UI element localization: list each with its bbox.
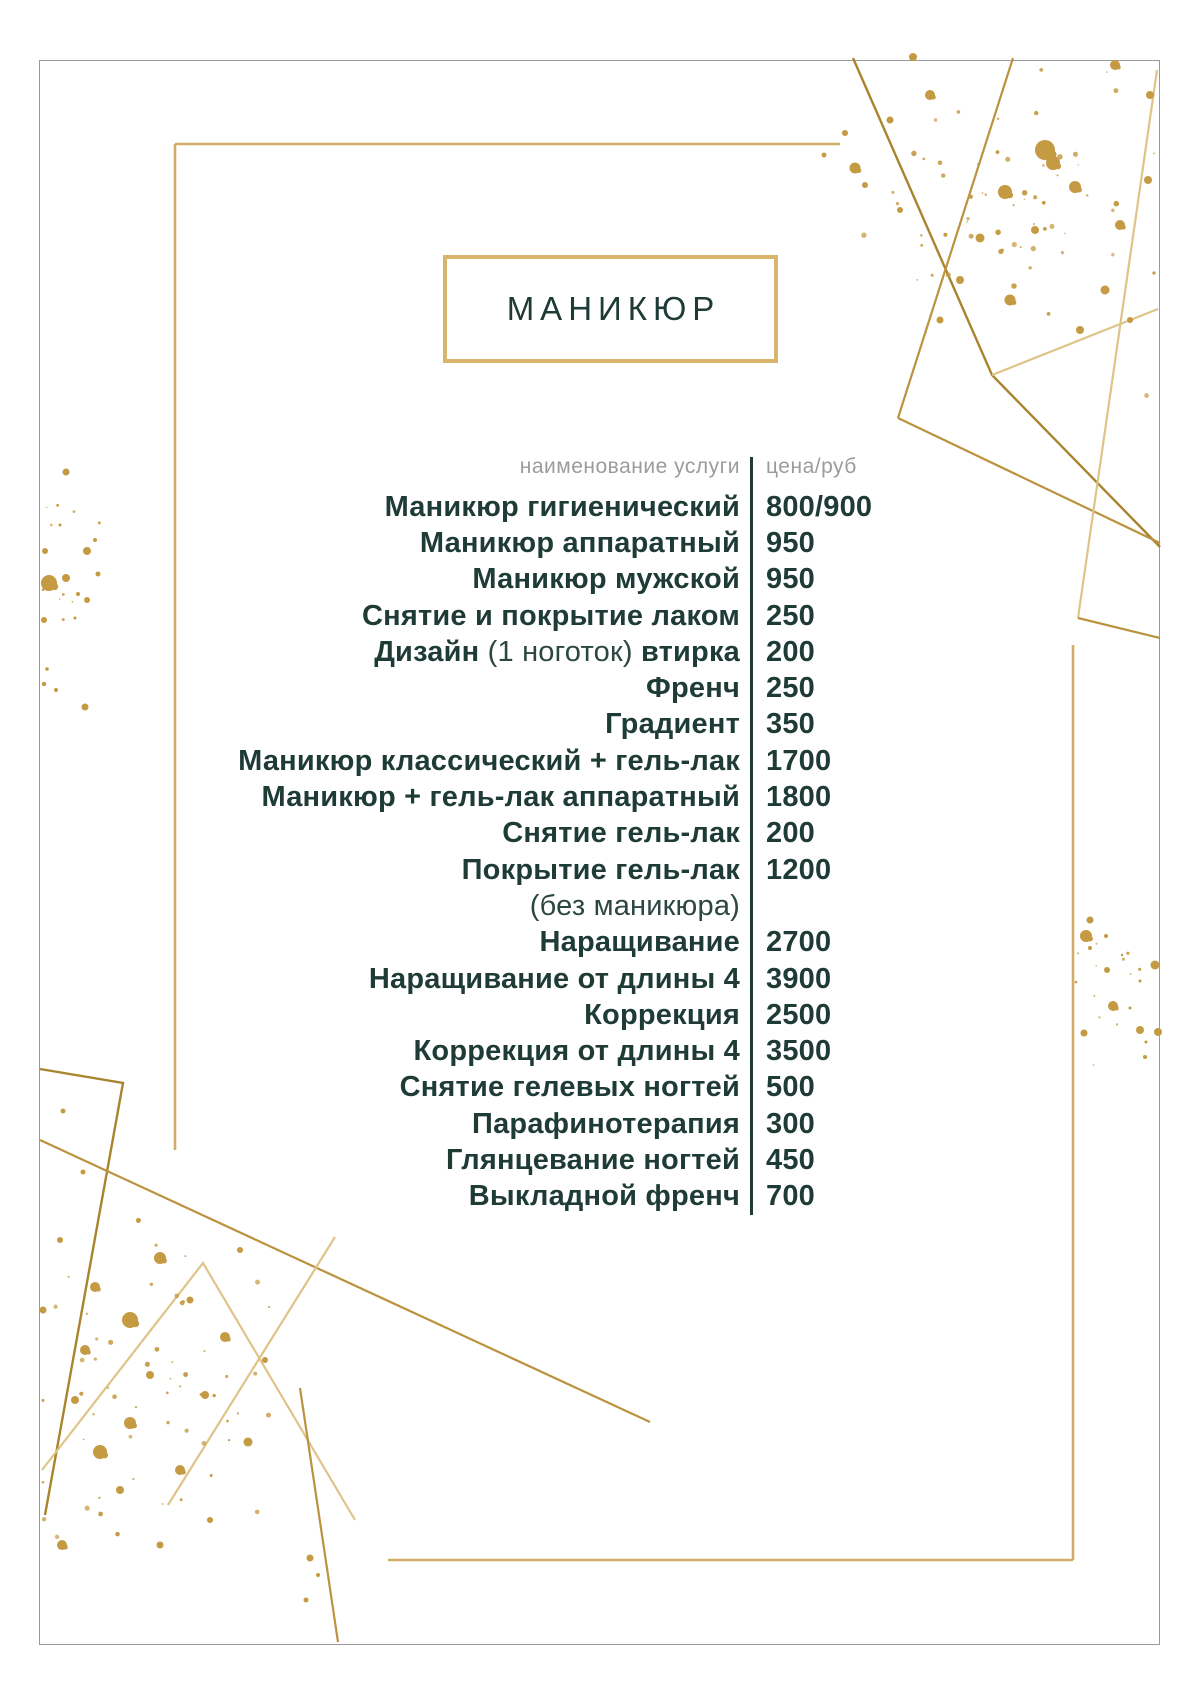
service-name-part: Маникюр классический + гель-лак	[238, 744, 740, 777]
table-row	[0, 925, 1200, 961]
service-price: 1200	[766, 853, 832, 886]
service-name-part: Покрытие гель-лак	[461, 853, 740, 886]
service-price: 250	[766, 599, 815, 632]
table-row	[0, 743, 1200, 779]
title-box	[443, 255, 778, 363]
service-name	[0, 817, 740, 850]
service-name	[0, 1180, 740, 1213]
service-name	[0, 1071, 740, 1104]
service-price: 2500	[766, 998, 832, 1031]
service-price: 950	[766, 526, 815, 559]
service-name-part: Френч	[646, 672, 740, 705]
service-name-light-part: (без маникюра)	[529, 889, 740, 922]
service-price: 3900	[766, 962, 832, 995]
service-price: 2700	[766, 926, 832, 959]
table-row	[0, 888, 1200, 924]
service-name-light-part: (1 ноготок)	[487, 635, 633, 668]
service-name	[0, 926, 740, 959]
service-name-part: Градиент	[605, 708, 740, 741]
service-name-part: Снятие и покрытие лаком	[362, 599, 740, 632]
service-name-part: Снятие гель-лак	[502, 817, 740, 850]
service-name	[0, 890, 740, 923]
table-row	[0, 961, 1200, 997]
service-name	[0, 527, 740, 560]
service-price: 350	[766, 708, 815, 741]
service-name-part: Коррекция	[584, 998, 740, 1031]
service-price: 500	[766, 1071, 815, 1104]
table-row	[0, 670, 1200, 706]
column-header-price: цена/руб	[766, 455, 857, 478]
table-row	[0, 1070, 1200, 1106]
table-row	[0, 779, 1200, 815]
service-price: 250	[766, 672, 815, 705]
service-name	[0, 999, 740, 1032]
service-name-part: Маникюр мужской	[472, 563, 740, 596]
table-row	[0, 816, 1200, 852]
service-name	[0, 963, 740, 996]
table-row	[0, 489, 1200, 525]
page-title: МАНИКЮР	[506, 290, 721, 327]
service-name-part: Коррекция от длины 4	[413, 1035, 740, 1068]
service-price: 1800	[766, 781, 832, 814]
table-row	[0, 997, 1200, 1033]
service-name	[0, 708, 740, 741]
table-row	[0, 525, 1200, 561]
service-price: 950	[766, 563, 815, 596]
service-price: 1700	[766, 744, 832, 777]
service-name-part: Парафинотерапия	[472, 1107, 740, 1140]
service-name	[0, 854, 740, 887]
service-name-part: втирка	[632, 635, 740, 668]
table-row	[0, 852, 1200, 888]
column-header-service: наименование услуги	[519, 455, 740, 478]
service-name	[0, 745, 740, 778]
service-price: 200	[766, 817, 815, 850]
table-row	[0, 707, 1200, 743]
price-rows	[0, 489, 1200, 1215]
service-name-part: Дизайн	[374, 635, 488, 668]
service-price: 450	[766, 1143, 815, 1176]
table-row	[0, 562, 1200, 598]
service-price: 700	[766, 1180, 815, 1213]
service-name	[0, 563, 740, 596]
service-name	[0, 600, 740, 633]
table-row	[0, 634, 1200, 670]
table-row	[0, 1142, 1200, 1178]
table-row	[0, 1033, 1200, 1069]
service-name	[0, 1144, 740, 1177]
service-name-part: Маникюр гигиенический	[384, 490, 740, 523]
service-price: 200	[766, 635, 815, 668]
service-name	[0, 672, 740, 705]
service-name	[0, 1035, 740, 1068]
service-name	[0, 781, 740, 814]
service-price: 300	[766, 1107, 815, 1140]
table-row	[0, 1106, 1200, 1142]
service-name	[0, 636, 740, 669]
service-name	[0, 491, 740, 524]
service-name-part: Наращивание	[539, 926, 740, 959]
service-name	[0, 1108, 740, 1141]
table-row	[0, 1179, 1200, 1215]
service-price: 3500	[766, 1035, 832, 1068]
service-name-part: Маникюр + гель-лак аппаратный	[261, 781, 740, 814]
service-name-part: Маникюр аппаратный	[419, 526, 740, 559]
service-name-part: Глянцевание ногтей	[446, 1143, 740, 1176]
service-name-part: Снятие гелевых ногтей	[399, 1071, 740, 1104]
service-name-part: Выкладной френч	[468, 1180, 740, 1213]
service-price: 800/900	[766, 490, 873, 523]
table-row	[0, 598, 1200, 634]
service-name-part: Наращивание от длины 4	[368, 962, 740, 995]
